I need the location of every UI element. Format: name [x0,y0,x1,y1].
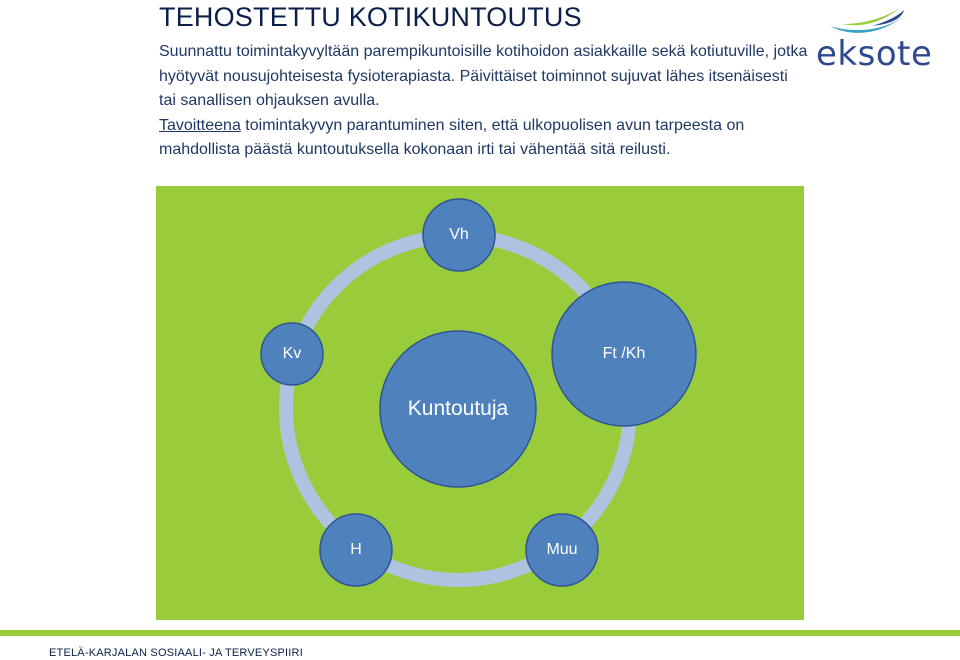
node-label-kv: Kv [282,345,302,362]
footer-divider [0,630,960,636]
center-node-label: Kuntoutuja [407,397,509,420]
intro-paragraph-2: toimintakyvyn parantuminen siten, että ulkopuolisen avun tarpeesta on mahdollista päästä kuntoutuksella kokonaan irti tai vähentää sitä reilusti. [159,116,745,158]
intro-paragraph-1: Suunnattu toimintakyvyltään parempikuntoisille kotihoidon asiakkaille sekä kotiutuville, jotka hyötyvät nousujohteisesta fysioterapiasta. Päivittäiset toiminnot sujuvat lähes itsenäisesti tai sanallisen ohjauksen avulla. [159,43,808,109]
page-title: TEHOSTETTU KOTIKUNTOUTUS [159,2,582,32]
intro-text [159,40,809,163]
node-label-ftkh: Ft /Kh [602,345,646,362]
intro-goal-keyword: Tavoitteena [159,116,241,134]
diagram-panel [156,186,804,620]
node-label-h: H [350,541,362,558]
footer-organization: ETELÄ-KARJALAN SOSIAALI- JA TERVEYSPIIRI [49,647,303,659]
node-label-vh: Vh [449,226,469,243]
node-label-muu: Muu [546,541,578,558]
eksote-logo-text: eksote [816,34,933,74]
